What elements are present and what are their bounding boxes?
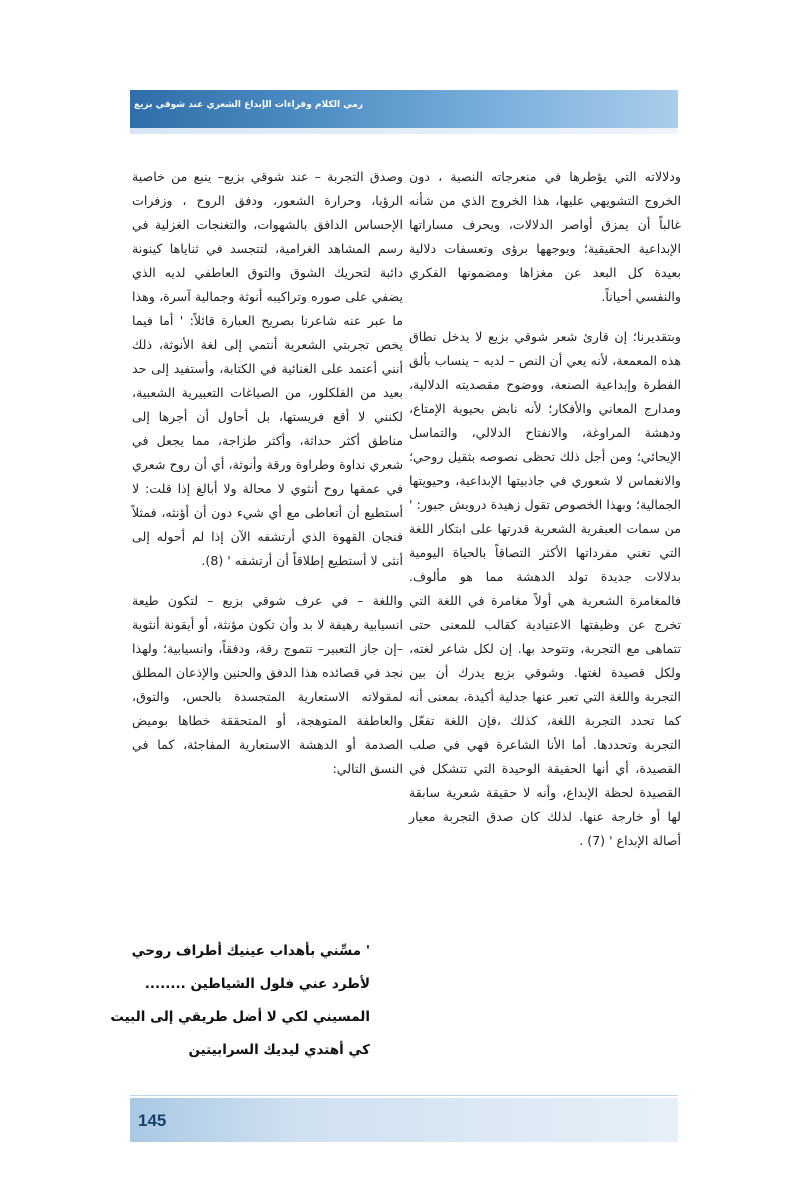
poem-line: ' مسِّني بأهداب عينيك أطراف روحي [131, 943, 370, 959]
page-number: 145 [138, 1111, 167, 1130]
paragraph: واللغة – في عرف شوقي بزيع – لتكون طيعة انسيابية رهيفة لا بد وأن تكون مؤنثة، أو أيقونة أنثوية –إن جاز التعبير– تتموج رقة، ودفقاً، وانسيابية؛ ولهذا نجد في قصائده هذا الدفق والحنين والإذعان المطلق لمقولاته الاستعارية المتجسدة بالحس، والتوق، والعاطفة المتوهجة، أو المتحققة خطاها بوميض الصدمة أو الدهشة الاستعارية المفاجئة، كما في النسق التالي: [132, 593, 403, 776]
header-band [130, 90, 678, 130]
paragraph: وصدق التجربة – عند شوقي بزيع– ينبع من خاصية الرؤيا، وحرارة الشعور، ودفق الروح ، وزفرات الإحساس الدافق بالشهوات، والتغنجات الغزلية في رسم المشاهد الغرامية، لتتجسد في ثناياها كينونة دائبة لتحريك الشوق والتوق العاطفي لديه الذي يضفي على صوره وتراكيبه أنوثة وجمالية آسرة، وهذا ما عبر عنه شاعرنا بصريح العبارة قائلاً: ' أما فيما يخص تجربتي الشعرية أنتمي إلى لغة الأنوثة، ذلك أنني أعتمد على الغنائية في الكتابة، وأستفيد إلى حد بعيد من الفلكلور، من الصياغات التعبيرية الشعبية، لكنني لا أقع فريستها، بل أحاول أن أجرها إلى مناطق أكثر حداثة، وأكثر طزاجة، مما يجعل في شعري نداوة وطراوة ورقة وأنوثة، أي أن روح شعري في عمقها روح أنثوي لا محالة ولا أبالغ إذا قلت: لا أستطيع أن أتعاطى مع أي شيء دون أن أؤنثه، فمثلاً فنجان القهوة الذي أرتشفه الآن إذا لم أحوله إلى أنثى لا أستطيع إطلاقاً أن أرتشفه ' (8). [132, 169, 403, 568]
paragraph: ودلالاته التي يؤطرها في منعرجاته النصية ، دون الخروج التشويهي عليها، هذا الخروج الذي من شأنه غالباً أن يمزق أواصر الدلالات، ويحرف مساراتها الإبداعية الحقيقية؛ ويوجهها برؤى وتعسفات دلالية بعيدة كل البعد عن مغزاها ومضمونها الفكري والنفسي أحياناً. [409, 169, 681, 304]
header-band-shine [130, 128, 678, 134]
footer-divider [130, 1095, 678, 1096]
poem-line: المسيني لكي لا أضل طريقي إلى البيت [110, 1009, 370, 1025]
footer-band [130, 1098, 678, 1142]
left-text-column [132, 165, 403, 781]
running-title: رمي الكلام وقراءات الإبداع الشعري عند شوقي بزيع [134, 100, 364, 110]
poem-line: كي أهتدي ليديك السرابيتين [188, 1042, 370, 1058]
poem-line: لأطرد عني فلول الشياطين ........ [144, 976, 370, 992]
right-text-column [409, 165, 681, 853]
poem-block [110, 935, 370, 1067]
paragraph: وبتقديرنا؛ إن قارئ شعر شوقي بزيع لا يدخل نطاق هذه المعمعة، لأنه يعي أن النص – لديه – ينساب بألق الفطرة وإبداعية الصنعة، ووضوح مقصديته الدلالية، ومدارج المعاني والأفكار؛ لأنه نابض بحيوية الإمتاع، ودهشة المراوغة، والانفتاح الدلالي، والتماسل الإيحائي؛ ومن أجل ذلك تحظى نصوصه بثقيل روحي؛ والانغماس لا شعوري في جاذبيتها الإبداعية، وحيويتها الجمالية؛ وبهذا الخصوص تقول زهيدة درويش جبور: ' من سمات العبقرية الشعرية قدرتها على ابتكار اللغة التي تغني مفرداتها الأكثر التصاقاً بالحياة اليومية بدلالات جديدة تولد الدهشة مما هو مألوف. فالمغامرة الشعرية هي أولاً مغامرة في اللغة التي تخرج عن وظيفتها الاعتيادية كقالب للمعنى حتى تتماهى مع التجربة، وتتوحد بها. إن لكل شاعر لغته، ولكل قصيدة لغتها. وشوقي بزيع يدرك أن بين التجربة واللغة التي تعبر عنها جدلية أكيدة، بمعنى أنه كما تحدد التجربة اللغة، كذلك ،فإن اللغة تفعّل التجربة وتحددها. أما الأنا الشاعرة فهي في صلب القصيدة، أي أنها الحقيقة الوحيدة التي تتشكل في القصيدة لحظة الإبداع، وأنه لا حقيقة شعرية سابقة لها أو خارجة عنها. لذلك كان صدق التجربة معيار أصالة الإبداع ' (7) . [409, 329, 681, 848]
